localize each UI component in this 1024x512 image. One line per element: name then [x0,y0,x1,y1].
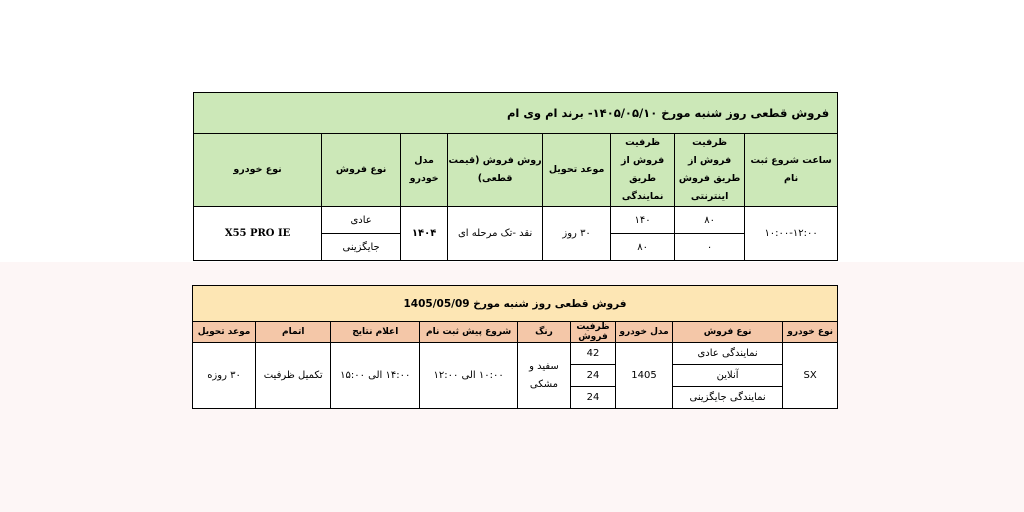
table-title: فروش قطعی روز شنبه مورخ 1405/05/09 [193,286,838,322]
start-time-cell: ۱۰:۰۰-۱۲:۰۰ [745,207,838,261]
header-sale-type: نوع فروش [322,134,401,207]
header-end: اتمام [256,322,331,343]
dealer-capacity-cell: ۸۰ [611,234,675,261]
header-start-time: ساعت شروع ثبت نام [745,134,838,207]
delivery-cell: ۳۰ روزه [193,343,256,409]
header-delivery: موعد تحویل [543,134,611,207]
internet-capacity-cell: ۰ [675,234,745,261]
car-type-cell: SX [783,343,838,409]
delivery-cell: ۳۰ روز [543,207,611,261]
method-cell: نقد -تک مرحله ای [448,207,543,261]
header-car-type: نوع خودرو [194,134,322,207]
header-car-type: نوع خودرو [783,322,838,343]
sale-type-cell: نمایندگی عادی [672,343,782,365]
table-title: فروش قطعی روز شنبه مورخ ۱۴۰۵/۰۵/۱۰- برند ام وی ام [194,93,838,134]
sale-type-cell: آنلاین [672,365,782,387]
car-type-cell: X55 PRO IE [194,207,322,261]
header-delivery: موعد تحویل [193,322,256,343]
mvm-sales-table [193,92,838,261]
sale-type-cell: نمایندگی جایگزینی [672,387,782,409]
end-cell: تکمیل ظرفیت [256,343,331,409]
capacity-cell: 24 [570,365,615,387]
color-cell: سفید و مشکی [518,343,571,409]
model-cell: ۱۴۰۴ [401,207,448,261]
sale-type-cell: عادی [322,207,401,234]
header-method: روش فروش (قیمت قطعی) [448,134,543,207]
header-model: مدل خودرو [616,322,673,343]
header-dealer-capacity: ظرفیت فروش از طریق نمایندگی [611,134,675,207]
results-cell: ۱۴:۰۰ الی ۱۵:۰۰ [331,343,420,409]
internet-capacity-cell: ۸۰ [675,207,745,234]
header-model: مدل خودرو [401,134,448,207]
header-results: اعلام نتایج [331,322,420,343]
header-prereg-start: شروع پیش ثبت نام [420,322,518,343]
prereg-start-cell: ۱۰:۰۰ الی ۱۲:۰۰ [420,343,518,409]
header-internet-capacity: ظرفیت فروش از طریق فروش اینترنتی [675,134,745,207]
capacity-cell: 42 [570,343,615,365]
sx-sales-table [192,285,838,409]
header-sale-type: نوع فروش [672,322,782,343]
header-capacity: ظرفیت فروش [570,322,615,343]
sale-type-cell: جایگزینی [322,234,401,261]
dealer-capacity-cell: ۱۴۰ [611,207,675,234]
header-color: رنگ [518,322,571,343]
model-cell: 1405 [616,343,673,409]
capacity-cell: 24 [570,387,615,409]
